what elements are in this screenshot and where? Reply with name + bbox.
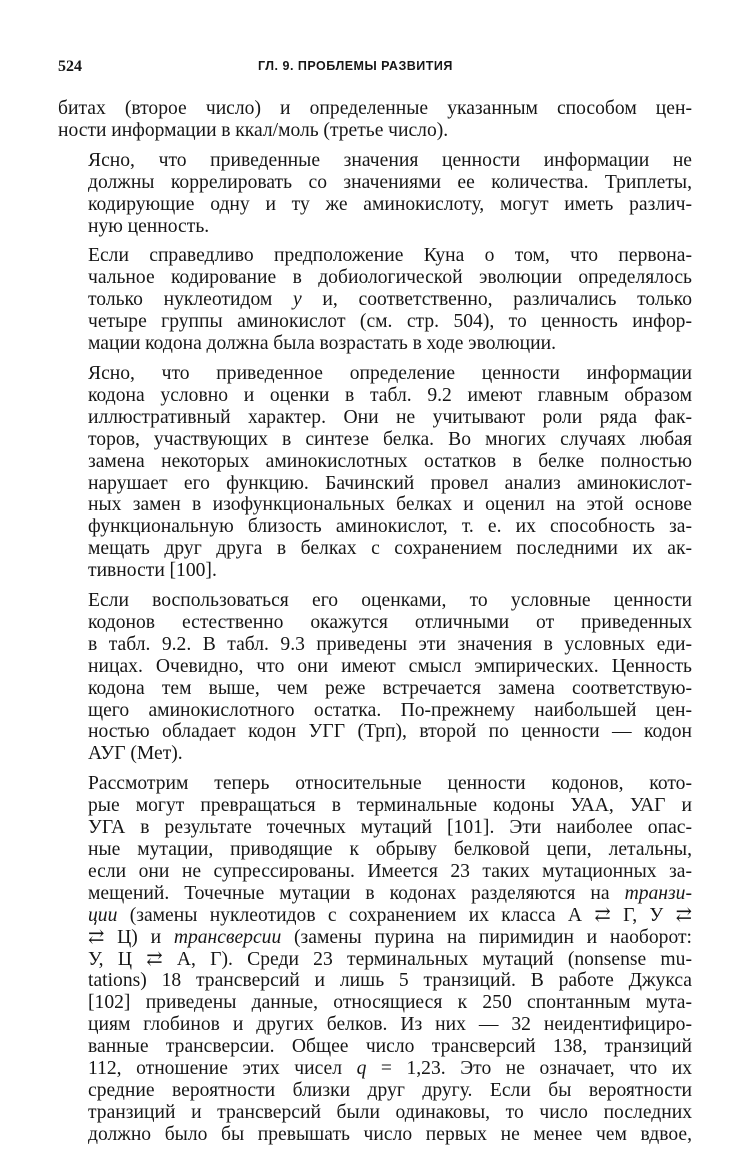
text-line: [102] приведены данные, относящиеся к 250 спонтанным мута- bbox=[88, 992, 692, 1014]
text-line: ные мутации, приводящие к обрыву белковой цепи, летальны, bbox=[88, 839, 692, 860]
text-line: торов, участвующих в синтезе белка. Во многих случаях любая bbox=[88, 428, 692, 450]
text-line: tations) 18 трансверсий и лишь 5 транзиций. В работе Джукса bbox=[88, 970, 692, 992]
text-line: тивности [100]. bbox=[88, 560, 217, 582]
text-line: Ясно, что приведенное определение ценности информации bbox=[88, 362, 692, 384]
text-line: кодона тем выше, чем реже встречается замена соответствую- bbox=[88, 677, 692, 699]
text-line: Если воспользоваться его оценками, то условные ценности bbox=[88, 590, 692, 612]
body-text bbox=[58, 98, 692, 1154]
text-line: щего аминокислотного остатка. По-прежнему наибольшей цен- bbox=[88, 699, 692, 721]
text-line: УГА в результате точечных мутаций [101]. Эти наиболее опас- bbox=[88, 817, 692, 839]
text-line: транзиций и трансверсий были одинаковы, то число последних bbox=[88, 1101, 692, 1123]
paragraph-1 bbox=[58, 98, 692, 142]
text-line: ных замен в изофункциональных белках и оценил на этой основе bbox=[88, 494, 692, 516]
text-line: в табл. 9.2. В табл. 9.3 приведены эти значения в условных еди- bbox=[88, 633, 692, 655]
text-line: мещений. Точечные мутации в кодонах разделяются на транзи- bbox=[88, 882, 692, 904]
text-line: мации кодона должна была возрастать в ходе эволюции. bbox=[88, 333, 556, 355]
paragraph-4 bbox=[58, 363, 692, 582]
text-line: АУГ (Мет). bbox=[88, 743, 183, 765]
page-number: 524 bbox=[58, 58, 82, 75]
text-line: Рассмотрим теперь относительные ценности кодонов, кото- bbox=[88, 773, 692, 795]
text-line: ную ценность. bbox=[88, 215, 210, 237]
text-line: кодирующие одну и ту же аминокислоту, могут иметь различ- bbox=[88, 193, 692, 215]
text-line: рые могут превращаться в терминальные кодоны УАА, УАГ и bbox=[88, 795, 692, 817]
text-line: битах (второе число) и определенные указанным способом цен- bbox=[58, 98, 692, 119]
text-line: кодонов естественно окажутся отличными от приведенных bbox=[88, 611, 692, 633]
text-line: кодона условно и оценки в табл. 9.2 имеют главным образом bbox=[88, 384, 692, 406]
text-line: если они не супрессированы. Имеется 23 таких мутационных за- bbox=[88, 860, 692, 882]
text-line: нарушает его функцию. Бачинский провел анализ аминокислот- bbox=[88, 472, 692, 494]
text-line: циям глобинов и других белков. Из них — 32 неидентифициро- bbox=[88, 1014, 692, 1036]
text-line: 112, отношение этих чисел q = 1,23. Это не означает, что их bbox=[88, 1058, 692, 1080]
text-line: только нуклеотидом у и, соответственно, различались только bbox=[88, 289, 692, 311]
text-line: ности информации в ккал/моль (третье число). bbox=[58, 119, 449, 141]
text-line: ванные трансверсии. Общее число трансверсий 138, транзиций bbox=[88, 1036, 692, 1058]
text-line: иллюстративный характер. Они не учитывают роли ряда фак- bbox=[88, 406, 692, 428]
text-line: должны коррелировать со значениями ее количества. Триплеты, bbox=[88, 171, 692, 193]
text-line: чальное кодирование в добиологической эволюции определялось bbox=[88, 267, 692, 289]
text-line: четыре группы аминокислот (см. стр. 504), то ценность инфор- bbox=[88, 311, 692, 333]
text-line: средние вероятности близки друг другу. Если бы вероятности bbox=[88, 1079, 692, 1101]
page-header bbox=[58, 58, 692, 80]
text-line: мещать друг друга в белках с сохранением последними их ак- bbox=[88, 538, 692, 560]
text-line: ции (замены нуклеотидов с сохранением их класса А ⇄ Г, У ⇄ bbox=[88, 904, 692, 926]
text-line: должно было бы превышать число первых не менее чем вдвое, bbox=[88, 1123, 692, 1145]
text-line: ностью обладает кодон УГГ (Трп), второй по ценности — кодон bbox=[88, 721, 692, 743]
text-line: Если справедливо предположение Куна о том, что первона- bbox=[88, 245, 692, 267]
text-line: Ясно, что приведенные значения ценности информации не bbox=[88, 149, 692, 171]
paragraph-6 bbox=[58, 773, 692, 1145]
paragraph-3 bbox=[58, 245, 692, 355]
running-title: ГЛ. 9. ПРОБЛЕМЫ РАЗВИТИЯ bbox=[258, 59, 453, 73]
paragraph-5 bbox=[58, 590, 692, 765]
text-line: замена некоторых аминокислотных остатков в белке полностью bbox=[88, 450, 692, 472]
text-line: У, Ц ⇄ А, Г). Среди 23 терминальных мутаций (nonsense mu- bbox=[88, 948, 692, 970]
text-line: ⇄ Ц) и трансверсии (замены пурина на пиримидин и наоборот: bbox=[88, 926, 692, 948]
paragraph-2 bbox=[58, 150, 692, 238]
text-line: функциональную близость аминокислот, т. е. их способность за- bbox=[88, 516, 692, 538]
text-line: ницах. Очевидно, что они имеют смысл эмпирических. Ценность bbox=[88, 655, 692, 677]
